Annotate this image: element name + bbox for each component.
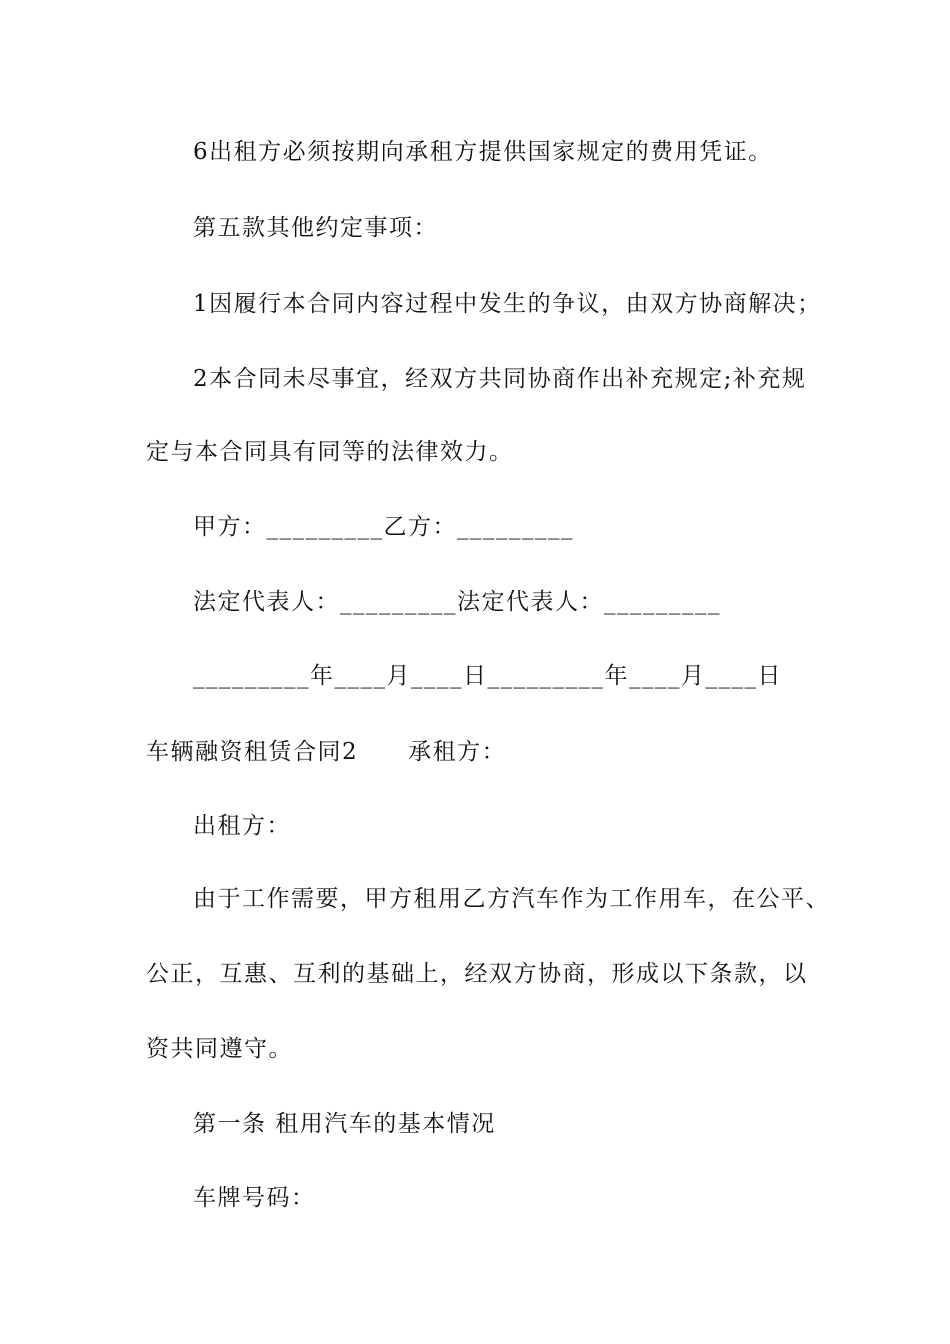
signature-parties: 甲方：_________乙方：_________ [193, 514, 574, 540]
signature-dates: _________年____月____日_________年____月____日 [193, 663, 782, 689]
paragraph-supplement: 2本合同未尽事宜，经双方共同协商作出补充规定;补充规 [193, 366, 807, 392]
paragraph-intro-end: 资共同遵守。 [146, 1036, 293, 1062]
plate-number-label: 车牌号码： [193, 1185, 316, 1211]
contract-title: 车辆融资租赁合同2 [146, 739, 359, 765]
paragraph-intro: 由于工作需要，甲方租用乙方汽车作为工作用车，在公平、 [193, 886, 830, 912]
contract-title-line [146, 737, 506, 767]
paragraph-intro-cont: 公正，互惠、互利的基础上，经双方协商，形成以下条款，以 [146, 961, 808, 987]
paragraph-supplement-cont: 定与本合同具有同等的法律效力。 [146, 439, 514, 465]
paragraph-dispute: 1因履行本合同内容过程中发生的争议，由双方协商解决； [193, 291, 822, 317]
lessor-label: 出租方： [193, 813, 291, 839]
heading-article-one: 第一条 租用汽车的基本情况 [193, 1111, 496, 1137]
heading-section-five: 第五款其他约定事项： [193, 215, 438, 241]
lessee-label: 承租方： [408, 739, 507, 765]
paragraph-fee-voucher: 6出租方必须按期向承租方提供国家规定的费用凭证。 [193, 139, 773, 165]
signature-representatives: 法定代表人：_________法定代表人：_________ [193, 589, 721, 615]
